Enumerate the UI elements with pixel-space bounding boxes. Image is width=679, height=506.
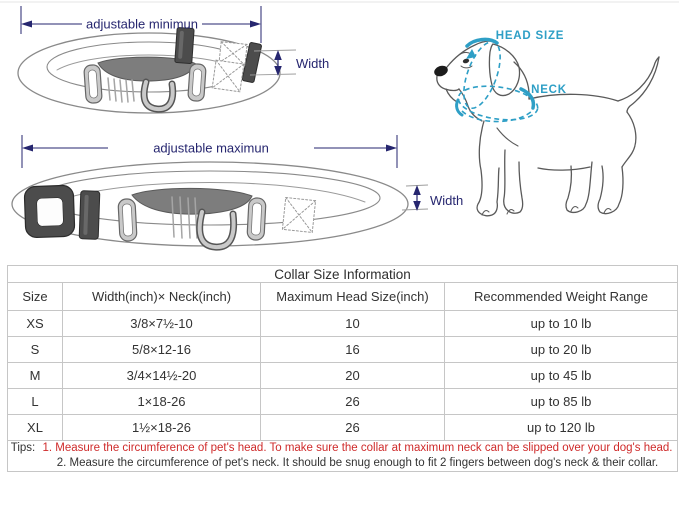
collar-max-slider xyxy=(79,191,100,240)
cell-weight: up to 10 lb xyxy=(445,311,678,337)
tip-line-2: 2. Measure the circumference of pet's neck. It should be snug enough to fit 2 fingers between dog's neck & their collar. xyxy=(56,457,659,469)
collar-min-diagram xyxy=(18,27,280,113)
cell-width-neck: 1×18-26 xyxy=(63,389,261,415)
dog-rear-leg-near xyxy=(598,166,623,214)
table-header-row xyxy=(8,283,678,311)
cell-size: M xyxy=(8,363,63,389)
tips-label: Tips: xyxy=(10,442,36,454)
dog-haunch xyxy=(622,112,636,167)
head-size-label: HEAD SIZE xyxy=(495,30,565,42)
neck-label: NECK xyxy=(531,84,567,96)
arrowhead-right xyxy=(250,21,261,28)
dog-mouth xyxy=(437,76,459,91)
collar-min-stitch-panel-2 xyxy=(212,60,244,92)
collar-max-stitch-panel xyxy=(282,198,315,233)
arrowhead-left xyxy=(22,145,33,152)
dog-ear xyxy=(489,44,519,96)
collar-max-keeper-right xyxy=(247,198,266,241)
cell-weight: up to 85 lb xyxy=(445,389,678,415)
dog-front-leg-near xyxy=(477,121,499,216)
cell-weight: up to 120 lb xyxy=(445,415,678,441)
adjustable-max-label: adjustable maximun xyxy=(153,140,269,156)
tips-row xyxy=(8,441,678,472)
header-size: Size xyxy=(8,283,63,311)
arrowhead-up xyxy=(413,185,421,195)
table-row-m xyxy=(8,363,678,389)
width-callout-max xyxy=(402,185,463,211)
collar-min-keeper-right xyxy=(188,63,207,101)
collar-max-keeper-left xyxy=(118,199,137,242)
width-label-min: Width xyxy=(296,56,330,71)
table-row-xl xyxy=(8,415,678,441)
table-row-xs xyxy=(8,311,678,337)
arrowhead-left xyxy=(21,21,32,28)
table-row-l xyxy=(8,389,678,415)
table-title: Collar Size Information xyxy=(8,266,678,283)
cell-size: L xyxy=(8,389,63,415)
cell-weight: up to 20 lb xyxy=(445,337,678,363)
cell-size: S xyxy=(8,337,63,363)
size-table xyxy=(7,265,678,472)
table-row-s xyxy=(8,337,678,363)
cell-width-neck: 3/4×14½-20 xyxy=(63,363,261,389)
size-table-section xyxy=(7,265,677,472)
tip-line-1: 1. Measure the circumference of pet's head. To make sure the collar at maximum neck can be slipped over your dog's head. xyxy=(42,442,673,454)
arrowhead-up xyxy=(274,50,282,60)
width-label-max: Width xyxy=(430,193,464,208)
cell-width-neck: 5/8×12-16 xyxy=(63,337,261,363)
collar-max-diagram xyxy=(12,162,408,247)
header-weight: Recommended Weight Range xyxy=(445,283,678,311)
cell-weight: up to 45 lb xyxy=(445,363,678,389)
cell-head: 10 xyxy=(261,311,445,337)
dog-front-leg-far xyxy=(504,150,523,213)
header-max-head: Maximum Head Size(inch) xyxy=(261,283,445,311)
cell-head: 26 xyxy=(261,389,445,415)
cell-head: 20 xyxy=(261,363,445,389)
cell-head: 16 xyxy=(261,337,445,363)
adjustable-min-label: adjustable minimun xyxy=(85,16,199,32)
cell-size: XS xyxy=(8,311,63,337)
dog-nose xyxy=(433,64,450,78)
cell-head: 26 xyxy=(261,415,445,441)
collar-min-buckle xyxy=(175,27,194,63)
collar-min-keeper-left xyxy=(84,64,103,103)
header-width-neck: Width(inch)× Neck(inch) xyxy=(63,283,261,311)
dog-illustration xyxy=(433,41,659,216)
dog-belly xyxy=(538,167,590,170)
table-title-row xyxy=(8,266,678,283)
cell-width-neck: 3/8×7½-10 xyxy=(63,311,261,337)
cell-width-neck: 1½×18-26 xyxy=(63,415,261,441)
collar-max-buckle xyxy=(24,185,75,238)
dog-shoulder xyxy=(497,128,518,146)
dog-eye xyxy=(462,58,469,64)
arrowhead-right xyxy=(386,145,397,152)
cell-size: XL xyxy=(8,415,63,441)
